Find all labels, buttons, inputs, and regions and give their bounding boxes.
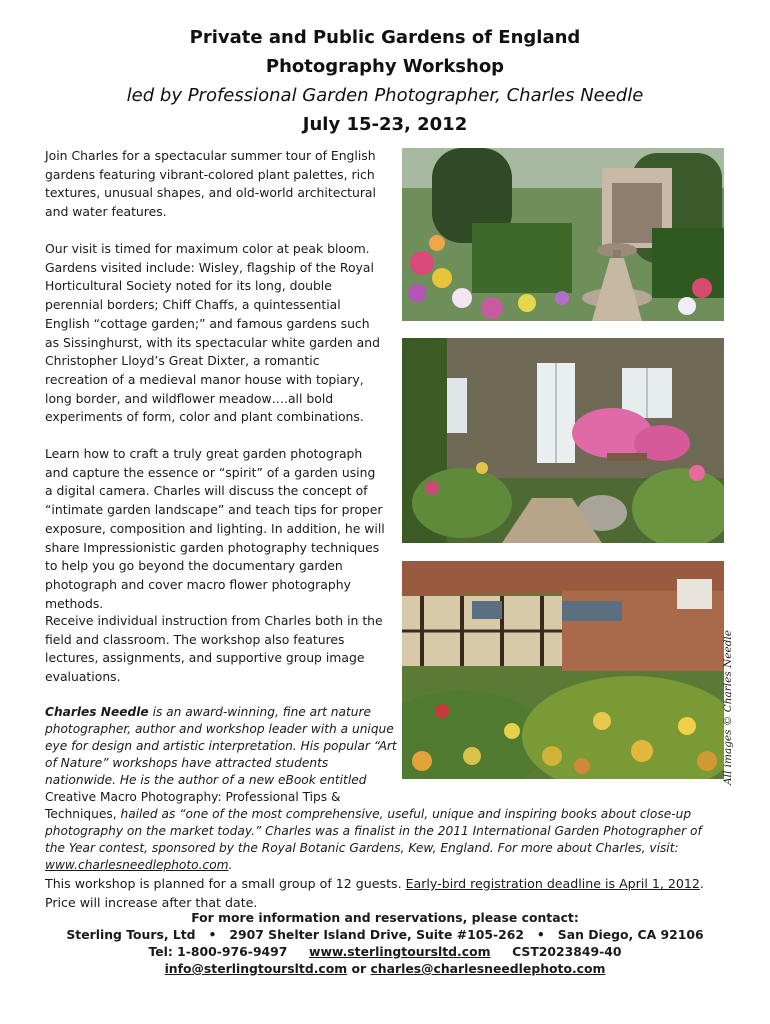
street-address: 2907 Shelter Island Drive, Suite #105-262 [229,927,524,942]
charles-email-link[interactable]: charles@charlesneedlephoto.com [370,961,606,976]
intro-paragraph: Join Charles for a spectacular summer tour of English gardens featuring vibrant-colored plant palettes, rich textures, unusual shapes, and old-world architectural and water features. [45,148,376,220]
info-email-link[interactable]: info@sterlingtoursltd.com [164,961,348,976]
bio-text-2: hailed as “one of the most comprehensive, useful, unique and inspiring books about close-up photography on the market today.” Charles was a finalist in the 2011 International Garden Photographer of the Year contest, sponsored by the Royal Botanic Gardens, Kew, England. For more about Charles, visit: [45,807,702,855]
early-bird-deadline: Early-bird registration deadline is April 1, 2012 [405,876,700,891]
telephone: Tel: 1-800-976-9497 [148,944,288,959]
notice-text-1: This workshop is planned for a small group of 12 guests. [45,876,406,891]
city-address: San Diego, CA 92106 [557,927,704,942]
page-title: Private and Public Gardens of England [189,27,581,48]
contact-email-line [0,960,770,977]
bio-end: . [228,858,233,872]
garden-fountain-photo [402,148,724,321]
contact-address-line [0,926,770,943]
contact-phone-line [0,943,770,960]
cst-number: CST2023849-40 [512,944,622,959]
workshop-dates: July 15-23, 2012 [302,114,468,135]
company-name: Sterling Tours, Ltd [66,927,196,942]
techniques-paragraph: Learn how to craft a truly great garden photograph and capture the essence or “spirit” of a garden using a digital camera. Charles will discuss the concept of “intimate garden landscape” and teach tips for proper exposure, composition and lighting. In addition, he will share Impressionistic garden photography techniques to help you go beyond the documentary garden photograph and cover macro flower photography methods. [45,446,385,611]
gardens-paragraph: Our visit is timed for maximum color at peak bloom. Gardens visited include: Wisley, flagship of the Royal Horticultural Society noted for its long, double perennial borders; Chiff Chaffs, a quintessential English “cottage garden;” and famous gardens such as Sissinghurst, with its spectacular white garden and Christopher Lloyd’s Great Dixter, a romantic recreation of a medieval manor house with topiary, long border, and wildflower meadow….all bold experiments of form, color and plant combinations. [45,241,380,425]
page-subtitle: Photography Workshop [265,56,505,77]
photo-credit: All images © Charles Needle [722,630,734,785]
bio-text-1: is an award-winning, fine art nature photographer, author and workshop leader with a unique eye for design and artistic interpretation. His popular “Art of Nature” workshops have attracted students nationwide. He is the author of a new eBook entitled [45,705,397,787]
charles-website-link[interactable]: www.charlesneedlephoto.com [45,858,229,872]
contact-heading: For more information and reservations, please contact: [191,910,579,925]
notice-text-2: . Price will increase after that date. [45,876,704,910]
bullet-1: • [208,927,217,942]
bio-book-title: Creative Macro Photography: Professional Tips & Techniques, [45,790,341,821]
email-or: or [347,961,371,976]
workshop-notice [45,874,735,912]
bio-wrap-left [397,704,720,796]
instruction-paragraph: Receive individual instruction from Charles both in the field and classroom. The workshop also features lectures, assignments, and supportive group image evaluations. [45,613,383,685]
bullet-2: • [536,927,545,942]
sterling-website-link[interactable]: www.sterlingtoursltd.com [309,944,491,959]
bio-paragraph [45,704,720,874]
workshop-leader: led by Professional Garden Photographer, Charles Needle [126,85,644,106]
bio-name: Charles Needle [45,705,149,719]
cottage-garden-photo [402,338,724,543]
